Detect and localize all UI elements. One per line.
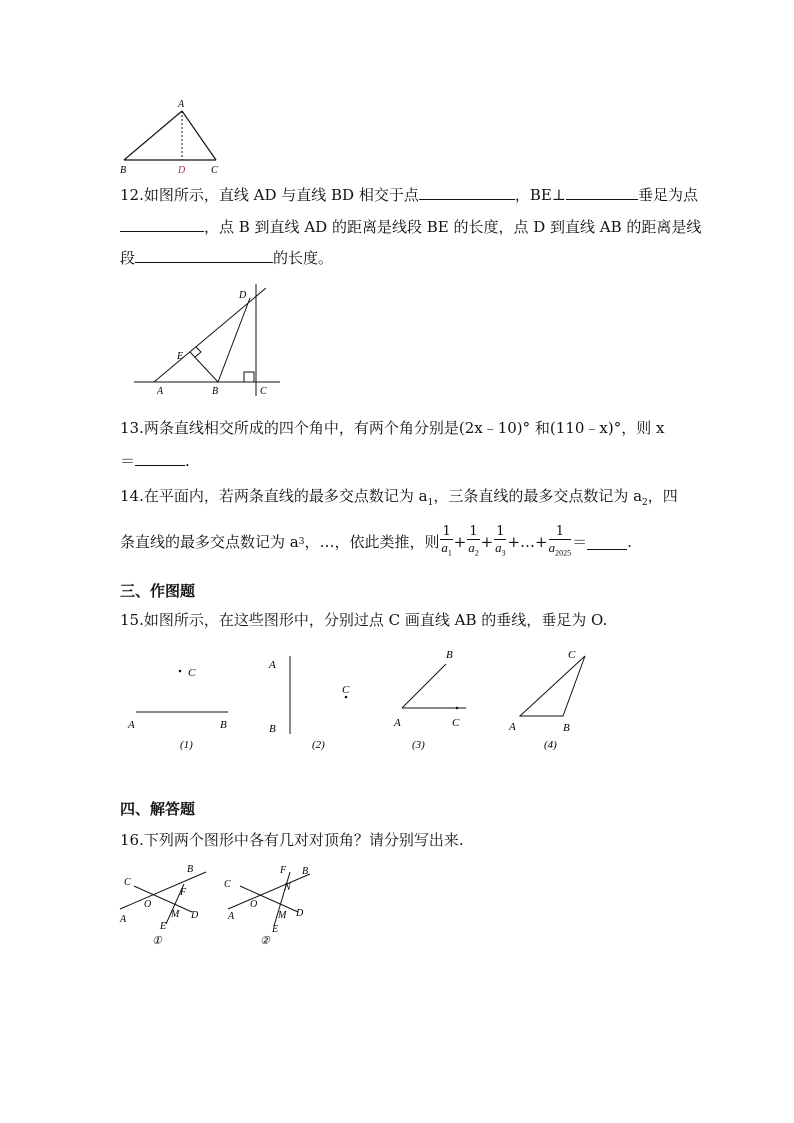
- f1-label-o: O: [144, 899, 152, 910]
- fig3-label-a: A: [394, 717, 401, 729]
- f2-label-n: N: [284, 882, 291, 893]
- fig3-label-c: C: [452, 717, 460, 729]
- label-b: B: [212, 386, 219, 397]
- fig2-label-b: B: [269, 723, 276, 735]
- label-b: B: [120, 165, 127, 176]
- f1-label-c: C: [124, 877, 131, 888]
- q12-line2: ，点 B 到直线 AD 的距离是线段 BE 的长度，点 D 到直线 AB 的距离是线: [120, 216, 701, 237]
- fig3-caption: (3): [412, 739, 425, 751]
- fraction-1: $\frac{1}{a_1}$: [441, 523, 452, 558]
- q12-blank-1[interactable]: [419, 184, 515, 200]
- f2-label-e: E: [272, 924, 279, 935]
- q12-figure: [128, 280, 288, 400]
- f2-label-d: D: [296, 908, 304, 919]
- f1-label-d: D: [191, 910, 199, 921]
- q13-blank[interactable]: [135, 450, 185, 466]
- q12-blank-2[interactable]: [566, 184, 638, 200]
- q12-blank-4[interactable]: [135, 247, 273, 263]
- q12-line1: 12.如图所示，直线 AD 与直线 BD 相交于点 ，BE⊥ 垂足为点: [120, 186, 698, 204]
- fig1-label-c: C: [188, 667, 196, 679]
- q15-text: 15.如图所示，在这些图形中，分别过点 C 画直线 AB 的垂线，垂足为 O.: [120, 611, 608, 629]
- section-4-title: 四、解答题: [120, 800, 196, 818]
- section-3-title: 三、作图题: [120, 582, 196, 600]
- f2-label-f: F: [280, 865, 287, 876]
- f1-label-b: B: [187, 864, 194, 875]
- q14-line1: 14.在平面内，若两条直线的最多交点数记为 $a_1$，三条直线的最多交点数记为 $a_2$，四: [120, 487, 678, 508]
- q16-figures: [114, 860, 334, 952]
- q14-line2: 条直线的最多交点数记为 a 3 ，…，依此类推，则 $\frac{1}{a_1}$ + $\frac{1}{a_2}$ + $\frac{1}{a_3}$ +…+ $\frac{1}{a_{2025}}$ ＝ .: [120, 522, 632, 562]
- f1-label-m: M: [171, 909, 180, 920]
- f2-label-b: B: [302, 866, 309, 877]
- fig4-label-a: A: [509, 721, 516, 733]
- fraction-3: $\frac{1}{a_3}$: [495, 523, 506, 558]
- label-d: D: [178, 165, 186, 176]
- f2-label-a: A: [228, 911, 235, 922]
- fig2-label-c: C: [342, 684, 350, 696]
- fig1-label-b: B: [220, 719, 227, 731]
- label-a: A: [178, 99, 185, 110]
- q14-blank[interactable]: [587, 534, 627, 550]
- label-c: C: [260, 386, 267, 397]
- fraction-2: $\frac{1}{a_2}$: [468, 523, 479, 558]
- fig4-caption: (4): [544, 739, 557, 751]
- fig2-label-a: A: [269, 659, 276, 671]
- f1-label-f: F: [180, 887, 187, 898]
- fig2-caption: (2): [312, 739, 325, 751]
- f2-label-o: O: [250, 899, 258, 910]
- q13-line1: 13.两条直线相交所成的四个角中，有两个角分别是(2x﹣10)° 和(110﹣x)°，则 x: [120, 419, 665, 437]
- f1-label-a: A: [120, 914, 127, 925]
- fig4-label-b: B: [563, 722, 570, 734]
- f2-label-m: M: [278, 910, 287, 921]
- fraction-4: $\frac{1}{a_{2025}}$: [548, 523, 572, 558]
- q12-blank-3[interactable]: [120, 216, 204, 232]
- label-d: D: [239, 290, 247, 301]
- fig4-label-c: C: [568, 649, 576, 661]
- triangle-abc-figure: [112, 96, 232, 178]
- q12-line3: 段 的长度。: [120, 249, 334, 267]
- label-a: A: [157, 386, 164, 397]
- label-c: C: [211, 165, 218, 176]
- fig1-caption: (1): [180, 739, 193, 751]
- q15-figures: [120, 642, 600, 758]
- fig3-label-b: B: [446, 649, 453, 661]
- f1-label-e: E: [160, 921, 167, 932]
- q16-text: 16.下列两个图形中各有几对对顶角？请分别写出来.: [120, 831, 464, 849]
- q13-line2: ＝ .: [120, 452, 190, 470]
- fig1-label-a: A: [128, 719, 135, 731]
- f1-caption: ①: [152, 935, 162, 947]
- f2-label-c: C: [224, 879, 231, 890]
- f2-caption: ②: [260, 935, 270, 947]
- label-e: E: [177, 351, 184, 362]
